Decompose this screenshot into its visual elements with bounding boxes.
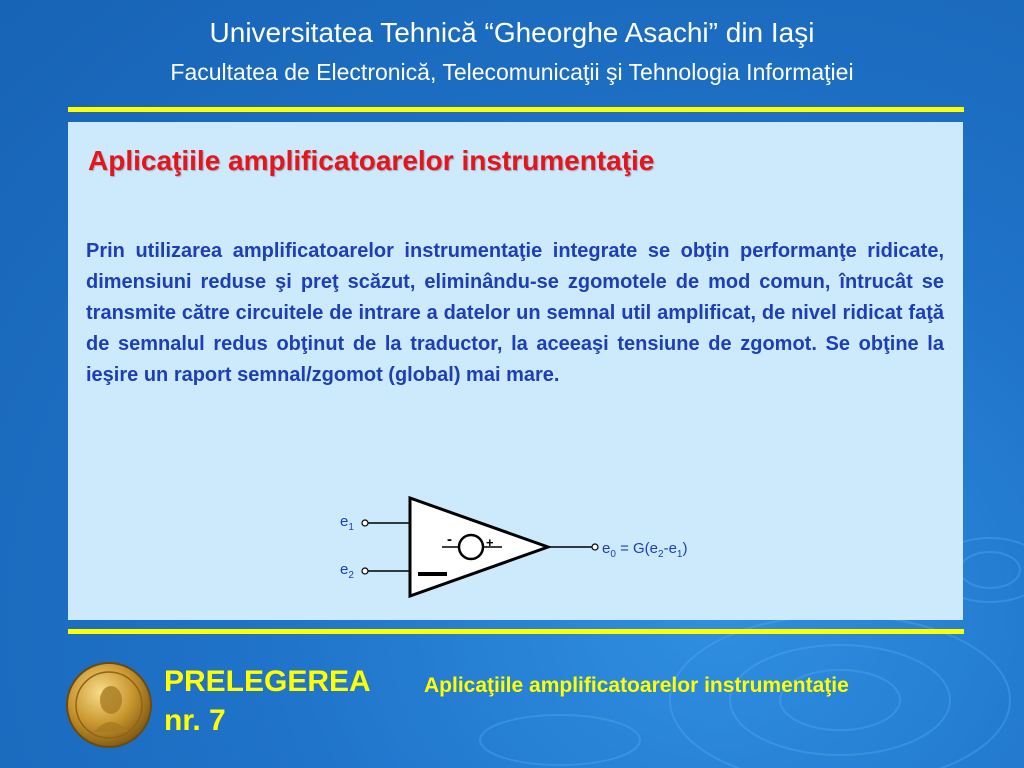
faculty-name: Facultatea de Electronică, Telecomunicaţii şi Tehnologia Informaţiei [170,59,854,85]
medal-logo [64,660,154,750]
output-terminal [592,544,598,550]
body-paragraph: Prin utilizarea amplificatoarelor instrumentaţie integrate se obţin performanţe ridicate, dimensiuni reduse şi preţ scăzut, eliminându-se zgomotele de mod comun, întrucât se transmite către circuitele de intrare a datelor un semnal util amplificat, de nivel ridicat faţă de semnalul redus obţinut de la traductor, la aceeaşi tensiune de zgomot. Se obţine la ieşire un raport semnal/zgomot (global) mai mare. [86,240,944,386]
input1-terminal [362,520,368,526]
top-divider [68,107,964,112]
lecture-number: nr. 7 [164,704,226,737]
output-label: $e_0 = G(e_2-e_1)$ [602,540,688,560]
slide-title: Aplicaţiile amplificatoarelor instrumentaţie [88,145,655,176]
input2-label: $e_2$ [340,561,354,581]
instrumentation-amplifier-diagram [330,490,750,605]
lecture-label: PRELEGEREA [164,665,371,698]
plus-sign: + [486,535,494,550]
lecture-title: Aplicaţiile amplificatoarelor instrumentaţie [424,674,849,697]
university-name: Universitatea Tehnică “Gheorghe Asachi” din Iaşi [209,17,815,48]
minus-sign: - [447,531,452,548]
source-circle [459,535,483,559]
input2-terminal [362,568,368,574]
input1-label: $e_1$ [340,513,354,533]
bottom-divider [68,629,964,634]
